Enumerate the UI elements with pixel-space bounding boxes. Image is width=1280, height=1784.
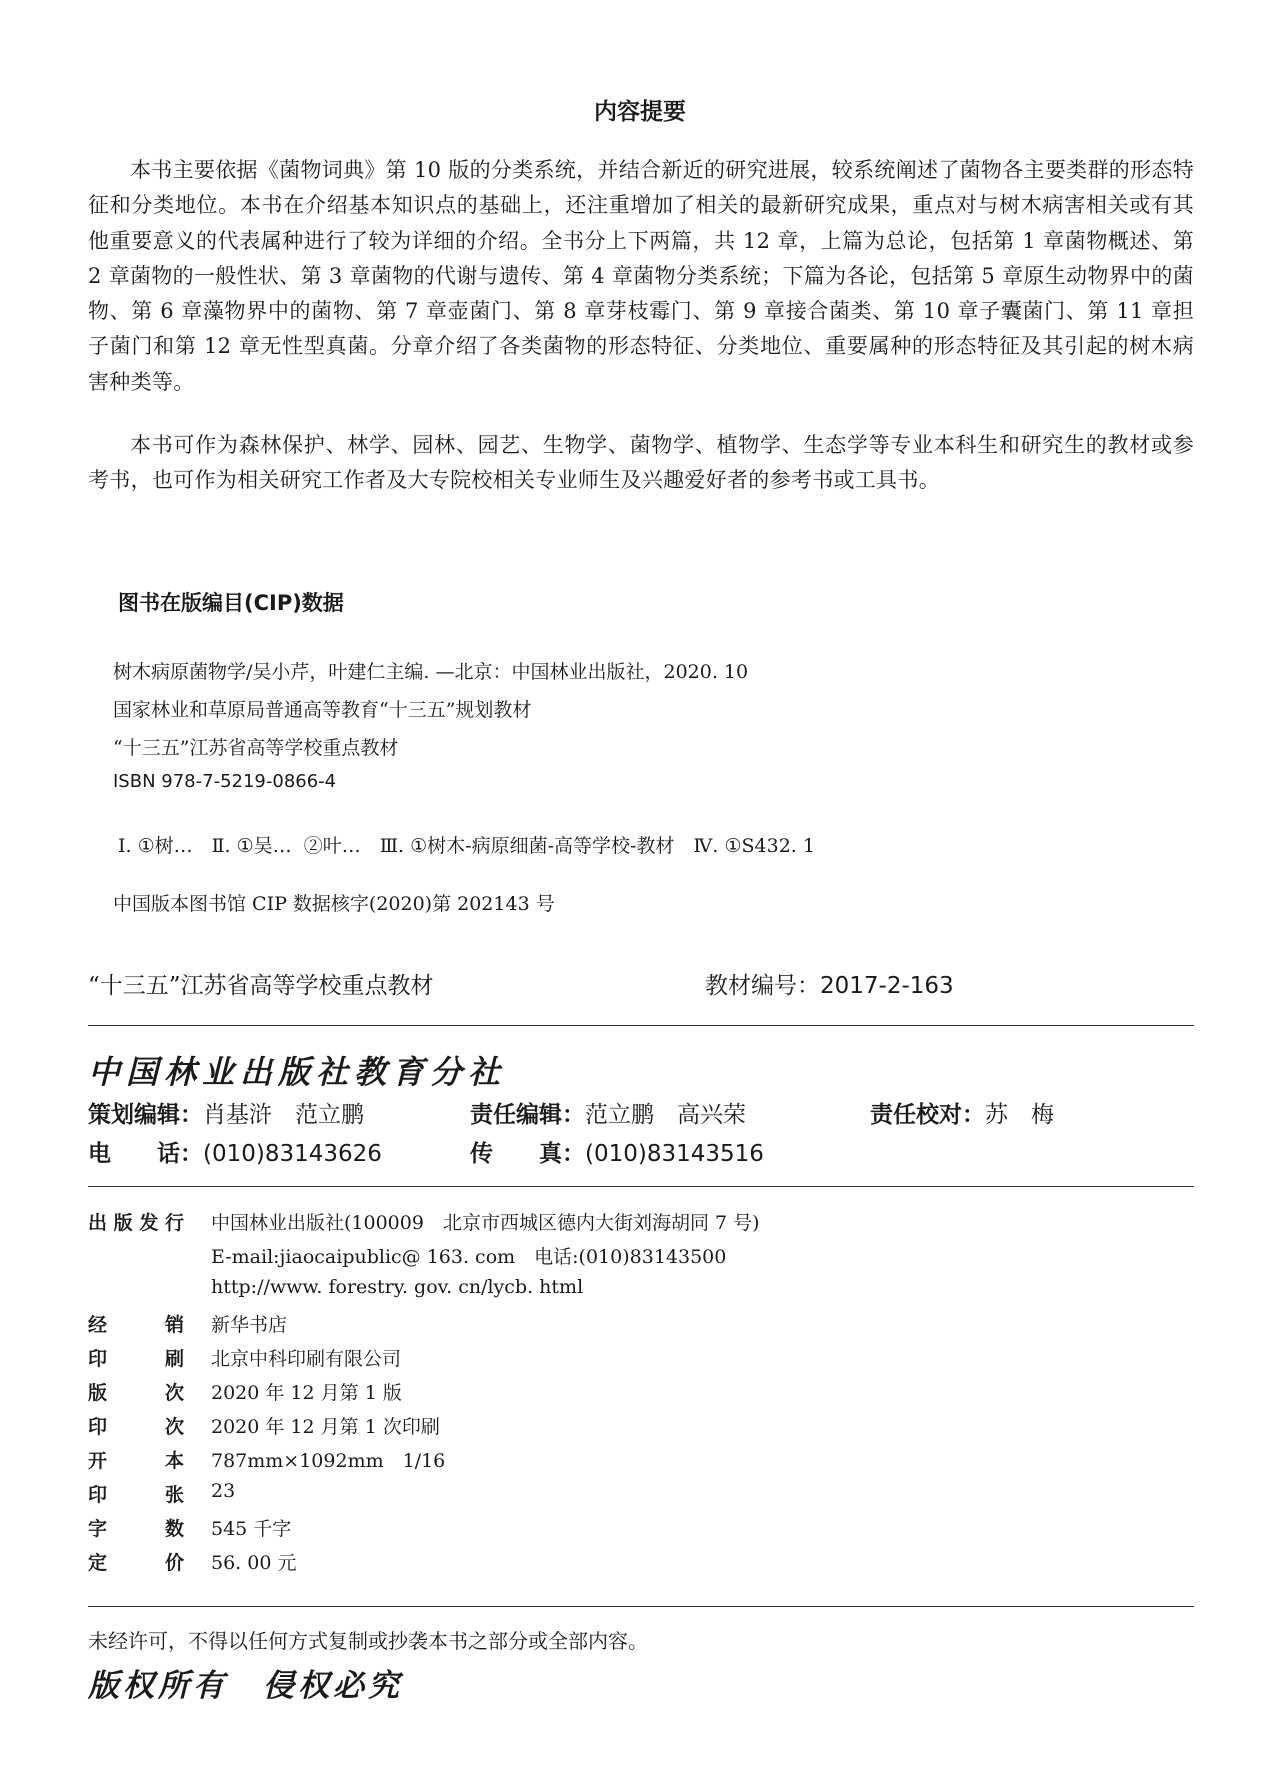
summary-paragraph-1: 本书主要依据《菌物词典》第 10 版的分类系统，并结合新近的研究进展，较系统阐述了菌物各主要类群的形态特征和分类地位。本书在介绍基本知识点的基础上，还注重增加了相关的最新研究成果，重点对与树木病害相关或有其他重要意义的代表属种进行了较为详细的介绍。全书分上下两篇，共 12 章，上篇为总论，包括第 1 章菌物概述、第 2 章菌物的一般性状、第 3 章菌物的代谢与遗传、第 4 章菌物分类系统；下篇为各论，包括第 5 章原生动物界中的菌物、第 6 章藻物界中的菌物、第 7 章壶菌门、第 8 章芽枝霉门、第 9 章接合菌类、第 10 章子囊菌门、第 11 章担子菌门和第 12 章无性型真菌。分章介绍了各类菌物的形态特征、分类地位、重要属种的形态特征及其引起的树木病害种类等。 [88, 158, 1194, 394]
phone-row [88, 1135, 382, 1168]
publisher-address: 中国林业出版社(100009 北京市西城区德内大街刘海胡同 7 号) [211, 1212, 760, 1234]
publisher-website: http://www. forestry. gov. cn/lycb. html [211, 1276, 584, 1298]
cip-heading: 图书在版编目(CIP)数据 [118, 591, 344, 615]
detail-label-char: 销 [164, 1314, 184, 1336]
detail-label [88, 1514, 184, 1541]
detail-label-char: 次 [164, 1382, 184, 1404]
detail-label-char: 版 [88, 1382, 108, 1404]
summary-paragraph-2: 本书可作为森林保护、林学、园林、园艺、生物学、菌物学、植物学、生态学等专业本科生和研究生的教材或参考书，也可作为相关研究工作者及大专院校相关专业师生及兴趣爱好者的参考书或工具书。 [88, 433, 1194, 493]
detail-label-char: 印 [88, 1348, 108, 1370]
detail-value: 2020 年 12 月第 1 版 [211, 1382, 402, 1404]
detail-label-char: 次 [164, 1416, 184, 1438]
detail-label [88, 1378, 184, 1405]
detail-value: 新华书店 [211, 1314, 288, 1336]
copyright-notice: 未经许可，不得以任何方式复制或抄袭本书之部分或全部内容。 [88, 1629, 648, 1653]
proofreader [870, 1096, 1054, 1129]
detail-label-char: 价 [164, 1552, 184, 1574]
detail-label-char: 开 [88, 1450, 108, 1472]
detail-value: 56. 00 元 [211, 1552, 297, 1574]
detail-value: 北京中科印刷有限公司 [211, 1348, 402, 1370]
detail-value: 787mm×1092mm 1/16 [211, 1450, 446, 1472]
textbook-number: 教材编号：2017-2-163 [705, 973, 954, 999]
detail-label-char: 印 [88, 1416, 108, 1438]
responsible-editor [470, 1096, 746, 1129]
planning-editor-label: 策划编辑： [88, 1102, 203, 1128]
proofreader-label: 责任校对： [870, 1102, 985, 1128]
rights-reserved: 版权所有 侵权必究 [88, 1668, 403, 1704]
responsible-editor-value: 范立鹏 高兴荣 [585, 1102, 746, 1128]
detail-value: 2020 年 12 月第 1 次印刷 [211, 1416, 440, 1438]
divider [88, 1606, 1194, 1607]
detail-label-char: 刷 [164, 1348, 184, 1370]
divider [88, 1025, 1194, 1026]
publisher-label-char: 行 [164, 1212, 184, 1234]
detail-label [88, 1310, 184, 1337]
detail-value: 23 [211, 1480, 236, 1502]
editors-row [88, 1096, 364, 1129]
publisher-label-char: 版 [113, 1212, 133, 1234]
summary-title: 内容提要 [594, 99, 686, 125]
proofreader-value: 苏 梅 [985, 1102, 1054, 1128]
responsible-editor-label: 责任编辑： [470, 1102, 585, 1128]
key-textbook-label: “十三五”江苏省高等学校重点教材 [88, 973, 434, 999]
detail-label [88, 1446, 184, 1473]
cip-isbn: ISBN 978-7-5219-0866-4 [113, 771, 337, 792]
cip-line-series: 国家林业和草原局普通高等教育“十三五”规划教材 [113, 699, 532, 721]
detail-label-char: 张 [164, 1484, 184, 1506]
fax-value: (010)83143516 [585, 1141, 764, 1167]
branch-name: 中国林业出版社教育分社 [88, 1053, 507, 1091]
divider [88, 1186, 1194, 1187]
fax-label: 传 真： [470, 1141, 585, 1167]
detail-label-char: 定 [88, 1552, 108, 1574]
detail-label-char: 数 [164, 1518, 184, 1540]
publisher-contact: E-mail:jiaocaipublic@ 163. com 电话:(010)83143500 [211, 1246, 727, 1268]
publisher-label-char: 发 [139, 1212, 159, 1234]
cip-classification: Ⅰ. ①树… Ⅱ. ①吴… ②叶… Ⅲ. ①树木-病原细菌-高等学校-教材 Ⅳ. ①S432. 1 [118, 835, 815, 857]
cip-line-title: 树木病原菌物学/吴小芹，叶建仁主编. —北京：中国林业出版社，2020. 10 [113, 661, 749, 683]
detail-label [88, 1548, 184, 1575]
detail-value: 545 千字 [211, 1518, 292, 1540]
detail-label-char: 印 [88, 1484, 108, 1506]
detail-label-char: 本 [164, 1450, 184, 1472]
planning-editor-value: 肖基浒 范立鹏 [203, 1102, 364, 1128]
cip-verification: 中国版本图书馆 CIP 数据核字(2020)第 202143 号 [113, 893, 555, 915]
phone-label: 电 话： [88, 1141, 203, 1167]
detail-label [88, 1412, 184, 1439]
publisher-label-char: 出 [88, 1212, 108, 1234]
detail-label [88, 1480, 184, 1507]
detail-label [88, 1344, 184, 1371]
fax-row [470, 1135, 764, 1168]
cip-line-key: “十三五”江苏省高等学校重点教材 [113, 737, 399, 759]
phone-value: (010)83143626 [203, 1141, 382, 1167]
detail-label-char: 经 [88, 1314, 108, 1336]
publisher-label [88, 1208, 184, 1235]
detail-label-char: 字 [88, 1518, 108, 1540]
